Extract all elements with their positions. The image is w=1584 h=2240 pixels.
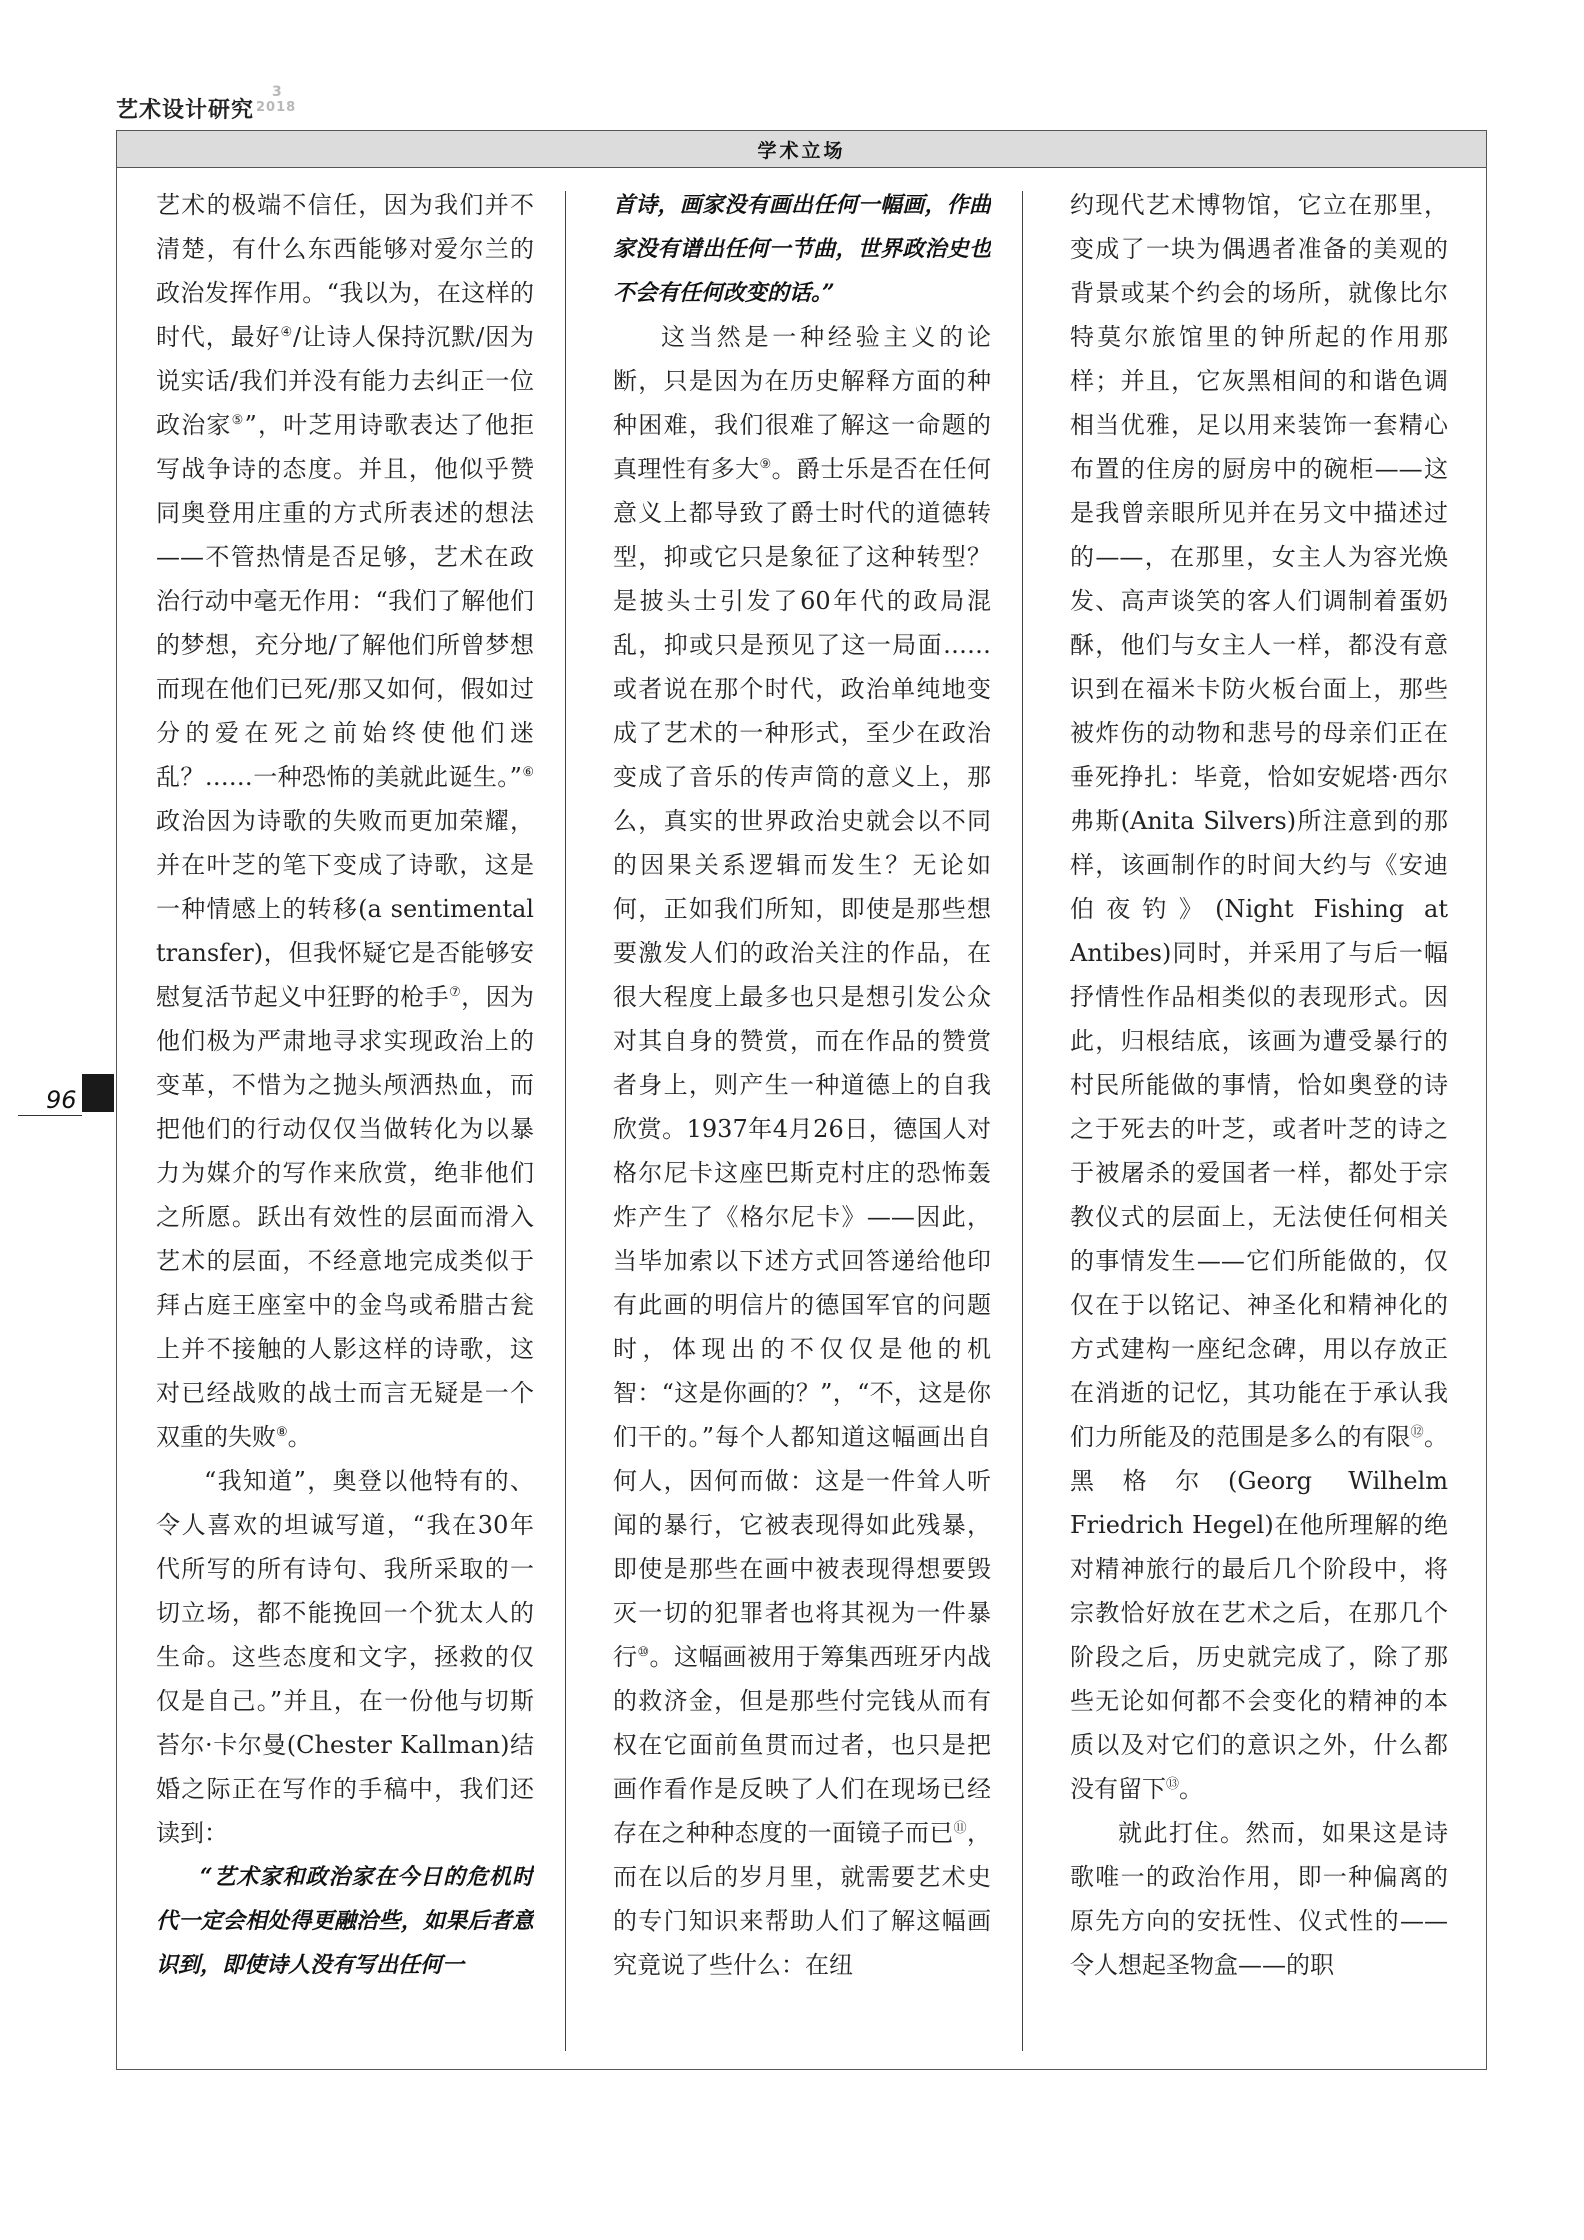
text-run: 政治因为诗歌的失败而更加荣耀，并在叶芝的笔下变成了诗歌，这是一种情感上的转移(a sentimental transfer)，但我怀疑它是否能够安慰复活节起义中狂野的枪手	[156, 807, 534, 1011]
paragraph	[156, 1855, 534, 1987]
footnote-marker: ⑬	[1166, 1777, 1180, 1792]
column-divider	[565, 191, 566, 2051]
text-run: 。这幅画被用于筹集西班牙内战的救济金，但是那些付完钱从而有权在它面前鱼贯而过者，也只是把画作看作是反映了人们在现场已经存在之种种态度的一面镜子而已	[613, 1643, 991, 1847]
text-run: 这当然是一种经验主义的论断，只是因为在历史解释方面的种种困难，我们很难了解这一命题的真理性有多大	[613, 323, 991, 483]
paragraph	[613, 315, 991, 1987]
footnote-marker: ⑨	[759, 457, 772, 472]
text-run: 。爵士乐是否在任何意义上都导致了爵士时代的道德转型，抑或它只是象征了这种转型？是披头士引发了60年代的政局混乱，抑或只是预见了这一局面……或者说在那个时代，政治单纯地变成了艺术的一种形式，至少在政治变成了音乐的传声筒的意义上，那么，真实的世界政治史就会以不同的因果关系逻辑而发生？无论如何，正如我们所知，即使是那些想要激发人们的政治关注的作品，在很大程度上最多也只是想引发公众对其自身的赞赏，而在作品的赞赏者身上，则产生一种道德上的自我欣赏。1937年4月26日，德国人对格尔尼卡这座巴斯克村庄的恐怖轰炸产生了《格尔尼卡》——因此，当毕加索以下述方式回答递给他印有此画的明信片的德国军官的问题时，体现出的不仅仅是他的机智：“这是你画的？”，“不，这是你们干的。”每个人都知道这幅画出自何人，因何而做：这是一件耸人听闻的暴行，它被表现得如此残暴，即使是那些在画中被表现得想要毁灭一切的犯罪者也将其视为一件暴行	[613, 455, 991, 1671]
section-heading: 学术立场	[117, 131, 1486, 168]
text-run: 约现代艺术博物馆，它立在那里，变成了一块为偶遇者准备的美观的背景或某个约会的场所，就像比尔特莫尔旅馆里的钟所起的作用那样；并且，它灰黑相间的和谐色调相当优雅，足以用来装饰一套精心布置的住房的厨房中的碗柜——这是我曾亲眼所见并在另文中描述过的——，在那里，女主人为容光焕发、高声谈笑的客人们调制着蛋奶酥，他们与女主人一样，都没有意识到在福米卡防火板台面上，那些被炸伤的动物和悲号的母亲们正在垂死挣扎：毕竟，恰如安妮塔·西尔弗斯(Anita Silvers)所注意到的那样，该画制作的时间大约与《安迪伯夜钓》(Night Fishing at Antibes)同时，并采用了与后一幅抒情性作品相类似的表现形式。因此，归根结底，该画为遭受暴行的村民所能做的事情，恰如奥登的诗之于死去的叶芝，或者叶芝的诗之于被屠杀的爱国者一样，都处于宗教仪式的层面上，无法使任何相关的事情发生——它们所能做的，仅仅在于以铭记、神圣化和精神化的方式建构一座纪念碑，用以存放正在消逝的记忆，其功能在于承认我们力所能及的范围是多么的有限	[1070, 191, 1448, 1451]
page-number: 96	[46, 1086, 77, 1114]
text-column-3	[1070, 183, 1448, 2053]
paragraph	[1070, 183, 1448, 1811]
text-run: 就此打住。然而，如果这是诗歌唯一的政治作用，即一种偏离的原先方向的安抚性、仪式性的——令人想起圣物盒——的职	[1070, 1819, 1448, 1979]
text-run: “我知道”，奥登以他特有的、令人喜欢的坦诚写道，“我在30年代所写的所有诗句、我所采取的一切立场，都不能挽回一个犹太人的生命。这些态度和文字，拯救的仅仅是自己。”并且，在一份他与切斯苔尔·卡尔曼(Chester Kallman)结婚之际正在写作的手稿中，我们还读到：	[156, 1467, 534, 1847]
text-run: ，因为他们极为严肃地寻求实现政治上的变革，不惜为之抛头颅洒热血，而把他们的行动仅仅当做转化为以暴力为媒介的写作来欣赏，绝非他们之所愿。跃出有效性的层面而滑入艺术的层面，不经意地完成类似于拜占庭王座室中的金鸟或希腊古瓮上并不接触的人影这样的诗歌，这对已经战败的战士而言无疑是一个双重的失败	[156, 983, 534, 1451]
paragraph	[1070, 1811, 1448, 1987]
footnote-marker: ⑩	[637, 1645, 650, 1660]
text-column-1	[156, 183, 534, 2053]
footnote-marker: ⑦	[449, 985, 462, 1000]
footnote-marker: ⑤	[231, 413, 245, 428]
issue-year: 2018	[256, 100, 297, 115]
paragraph	[613, 183, 991, 315]
text-run: 。	[287, 1423, 312, 1451]
footnote-marker: ⑪	[953, 1821, 967, 1836]
footnote-marker: ⑥	[521, 765, 534, 780]
text-run: 。黑格尔(Georg Wilhelm Friedrich Hegel)在他所理解的绝对精神旅行的最后几个阶段中，将宗教恰好放在艺术之后，在那几个阶段之后，历史就完成了，除了那些无论如何都不会变化的精神的本质以及对它们的意识之外，什么都没有留下	[1070, 1423, 1448, 1803]
text-run: 。	[1179, 1775, 1204, 1803]
issue-mark	[256, 84, 302, 120]
page-number-rule	[18, 1115, 82, 1116]
text-run: /让诗人保持沉默/因为说实话/我们并没有能力去纠正一位政治家	[156, 323, 534, 439]
footnote-marker: ⑧	[276, 1425, 288, 1440]
journal-title: 艺术设计研究	[116, 98, 255, 123]
text-run: ，而在以后的岁月里，就需要艺术史的专门知识来帮助人们了解这幅画究竟说了些什么：在纽	[613, 1819, 991, 1979]
article-frame	[116, 130, 1487, 2070]
footnote-marker: ⑫	[1410, 1425, 1424, 1440]
text-run: 首诗，画家没有画出任何一幅画，作曲家没有谱出任何一节曲，世界政治史也不会有任何改变的话。”	[613, 192, 991, 306]
paragraph	[156, 1459, 534, 1855]
footnote-marker: ④	[280, 325, 293, 340]
text-run: 艺术的极端不信任，因为我们并不清楚，有什么东西能够对爱尔兰的政治发挥作用。“我以为，在这样的时代，最好	[156, 191, 534, 351]
paragraph	[156, 183, 534, 1459]
text-run: ”，叶芝用诗歌表达了他拒写战争诗的态度。并且，他似乎赞同奥登用庄重的方式所表述的想法——不管热情是否足够，艺术在政治行动中毫无作用：“我们了解他们的梦想，充分地/了解他们所曾梦想而现在他们已死/那又如何，假如过分的爱在死之前始终使他们迷乱？……一种恐怖的美就此诞生。”	[156, 411, 534, 791]
text-column-2	[613, 183, 991, 2053]
column-divider	[1022, 191, 1023, 2051]
issue-number: 3	[272, 84, 282, 100]
page-edge-tab	[82, 1074, 114, 1112]
text-run: “艺术家和政治家在今日的危机时代一定会相处得更融洽些，如果后者意识到，即使诗人没有写出任何一	[156, 1864, 534, 1978]
